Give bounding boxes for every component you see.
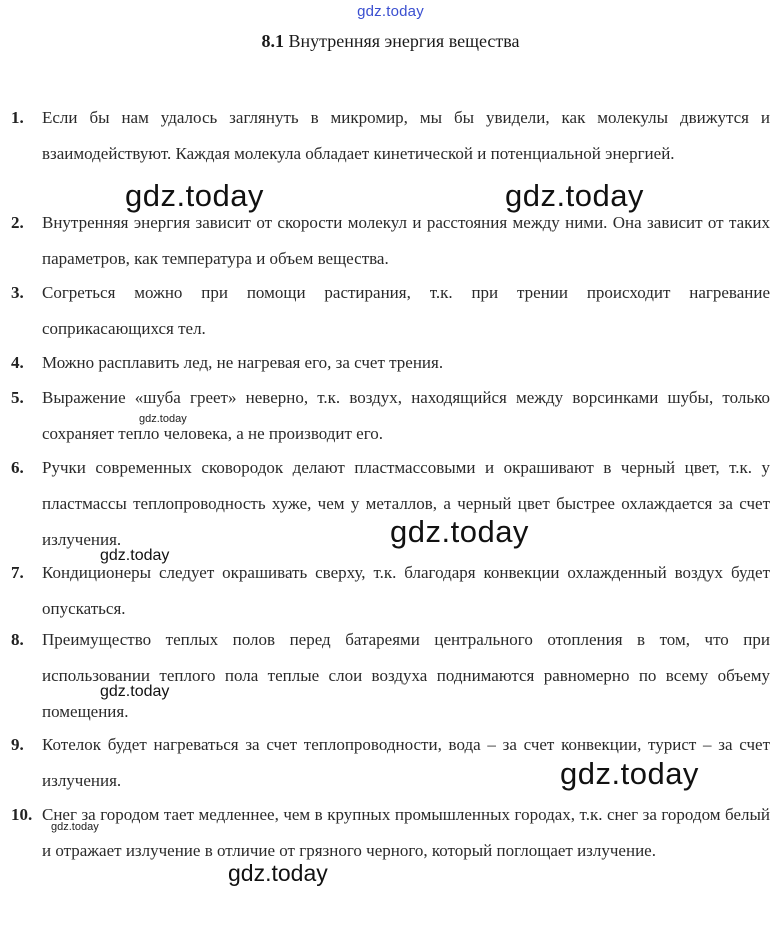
item-text: Согреться можно при помощи растирания, т.к. при трении происходит нагревание соприкасающихся тел. — [42, 283, 770, 338]
list-item — [11, 555, 771, 627]
item-text: Кондиционеры следует окрашивать сверху, т.к. благодаря конвекции охлажденный воздух будет опускаться. — [42, 563, 770, 618]
watermark: gdz.today — [51, 821, 99, 833]
item-text: Выражение «шуба греет» неверно, т.к. воздух, находящийся между ворсинками шубы, только сохраняет тепло человека, а не производит его. — [42, 388, 770, 443]
top-watermark: gdz.today — [357, 3, 424, 20]
list-item — [11, 100, 771, 172]
item-text: Преимущество теплых полов перед батареями центрального отопления в том, что при использовании теплого пола теплые слои воздуха поднимаются равномерно по всему объему помещения. — [42, 630, 770, 721]
list-item — [11, 205, 771, 277]
item-text: Ручки современных сковородок делают пластмассовыми и окрашивают в черный цвет, т.к. у пластмассы теплопроводность хуже, чем у металлов, а черный цвет быстрее охлаждается за счет излучения. — [42, 458, 770, 549]
list-item — [11, 275, 771, 347]
item-number: 4. — [11, 353, 24, 372]
item-text: Снег за городом тает медленнее, чем в крупных промышленных городах, т.к. снег за городом белый и отражает излучение в отличие от грязного черного, который поглощает излучение. — [42, 805, 770, 860]
watermark: gdz.today — [139, 413, 187, 425]
item-text: Если бы нам удалось заглянуть в микромир, мы бы увидели, как молекулы движутся и взаимодействуют. Каждая молекула обладает кинетической и потенциальной энергией. — [42, 108, 770, 163]
item-number: 6. — [11, 458, 24, 477]
item-number: 1. — [11, 108, 24, 127]
watermark: gdz.today — [390, 514, 529, 549]
list-item — [11, 345, 771, 381]
list-item — [11, 380, 771, 452]
item-number: 9. — [11, 735, 24, 754]
watermark: gdz.today — [100, 683, 170, 700]
watermark: gdz.today — [560, 756, 699, 791]
item-text: Внутренняя энергия зависит от скорости молекул и расстояния между ними. Она зависит от таких параметров, как температура и объем вещества. — [42, 213, 770, 268]
item-number: 8. — [11, 630, 24, 649]
list-item — [11, 797, 771, 869]
item-number: 10. — [11, 805, 33, 824]
item-text: Можно расплавить лед, не нагревая его, за счет трения. — [42, 353, 444, 372]
item-number: 3. — [11, 283, 24, 302]
item-number: 7. — [11, 563, 24, 582]
item-number: 2. — [11, 213, 24, 232]
watermark: gdz.today — [228, 860, 328, 886]
watermark: gdz.today — [125, 178, 264, 213]
item-text: Котелок будет нагреваться за счет теплопроводности, вода – за счет конвекции, турист – за счет излучения. — [42, 735, 770, 790]
watermark: gdz.today — [505, 178, 644, 213]
section-title: Внутренняя энергия вещества — [288, 31, 520, 51]
item-number: 5. — [11, 388, 24, 407]
watermark: gdz.today — [100, 547, 170, 564]
section-number: 8.1 — [261, 31, 285, 51]
list-item — [11, 622, 771, 730]
